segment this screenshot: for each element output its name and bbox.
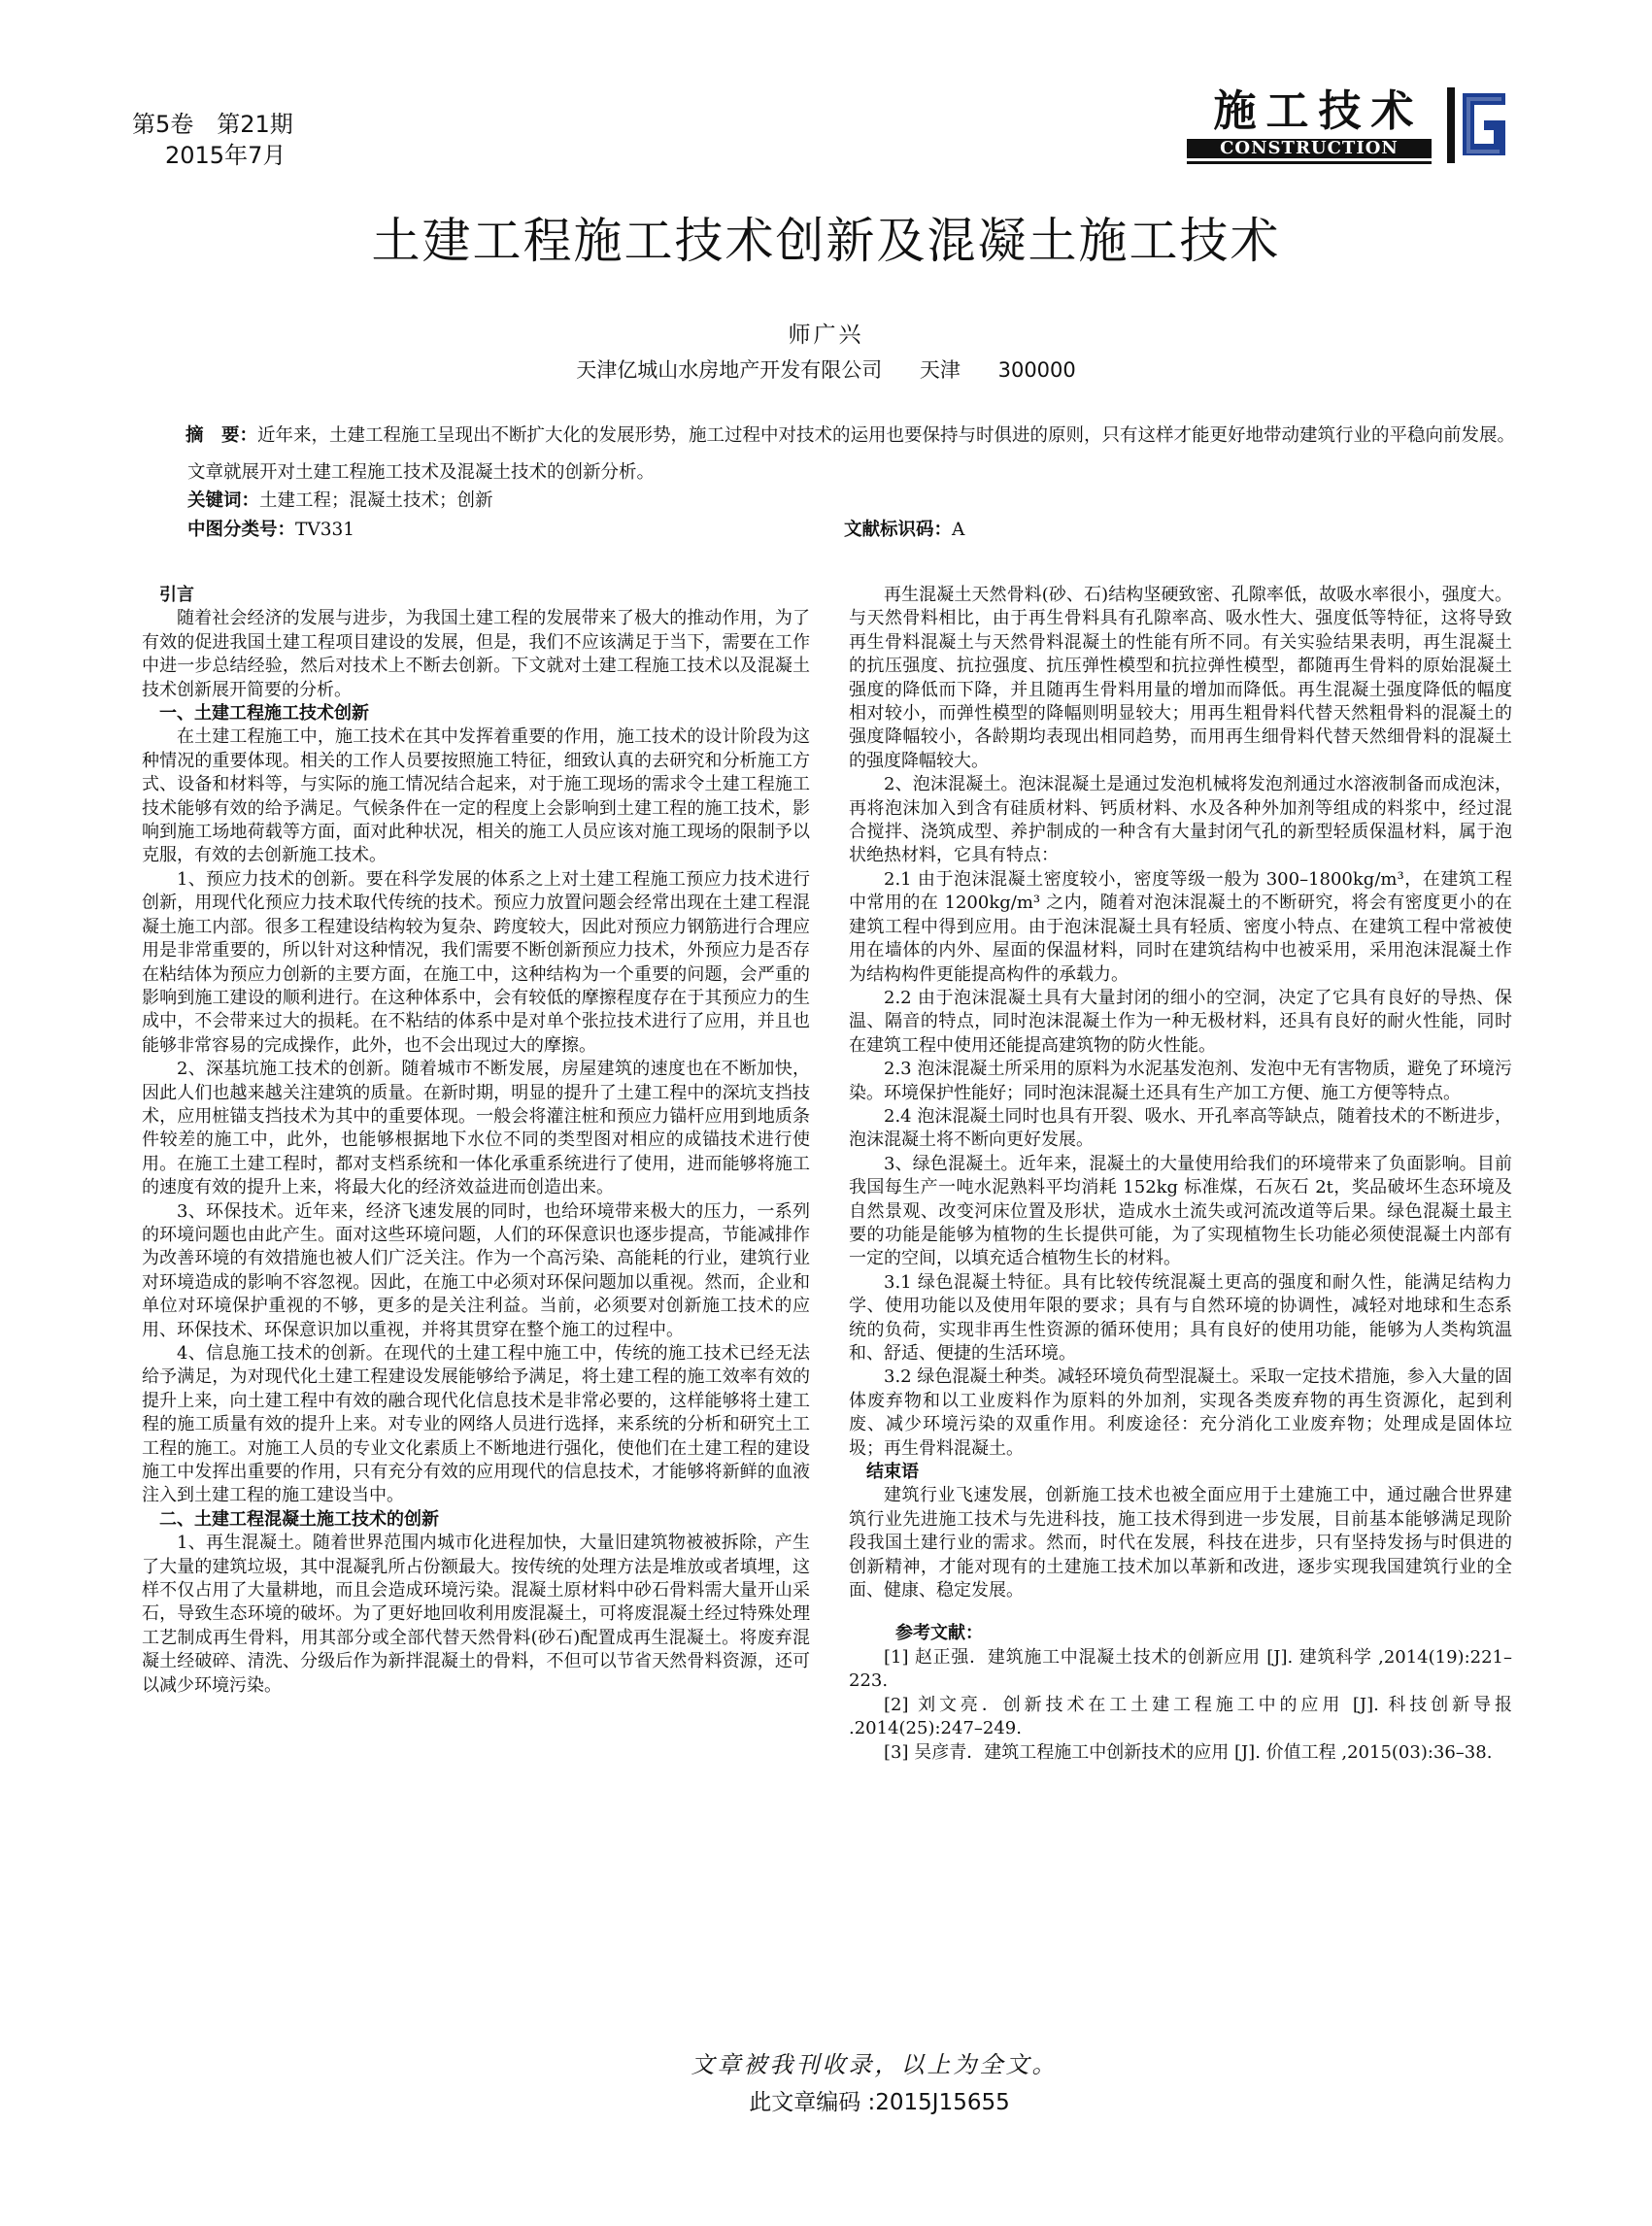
body-paragraph: 1、预应力技术的创新。要在科学发展的体系之上对土建工程施工预应力技术进行创新，用现代化预应力技术取代传统的技术。预应力放置问题会经常出现在土建工程混凝土施工内部。很多工程建设结构较为复杂、跨度较大，因此对预应力钢筋进行合理应用是非常重要的，所以针对这种情况，我们需要不断创新预应力技术，外预应力是否存在粘结体为预应力创新的主要方面，在施工中，这种结构为一个重要的问题，会严重的影响到施工建设的顺利进行。在这种体系中，会有较低的摩擦程度存在于其预应力的生成中，不会带来过大的损耗。在不粘结的体系中是对单个张拉技术进行了应用，并且也能够非常容易的完成操作，此外，也不会出现过大的摩擦。	[142, 868, 810, 1056]
volume-issue: 第5卷 第21期	[132, 111, 293, 138]
journal-logo-mark-icon	[1445, 85, 1511, 165]
keywords	[187, 487, 493, 516]
affiliation-postcode: 300000	[997, 358, 1076, 382]
class-value: TV331	[295, 520, 355, 540]
body-paragraph: 2.2 由于泡沫混凝土具有大量封闭的细小的空洞，决定了它具有良好的导热、保温、隔音的特点，同时泡沫混凝土作为一种无极材料，还具有良好的耐火性能，同时在建筑工程中使用还能提高建筑物的防火性能。	[849, 987, 1512, 1056]
section-heading: 一、土建工程施工技术创新	[159, 703, 369, 725]
body-paragraph: 3.2 绿色混凝土种类。减轻环境负荷型混凝土。采取一定技术措施，参入大量的固体废弃物和以工业废料作为原料的外加剂，实现各类废弃物的再生资源化，起到利废、减少环境污染的双重作用。利废途径：充分消化工业废弃物；处理成是固体垃圾；再生骨料混凝土。	[849, 1366, 1512, 1459]
article-title: 土建工程施工技术创新及混凝土施工技术	[371, 213, 1281, 269]
body-paragraph: 2、深基坑施工技术的创新。随着城市不断发展，房屋建筑的速度也在不断加快，因此人们也越来越关注建筑的质量。在新时期，明显的提升了土建工程中的深坑支挡技术，应用桩锚支挡技术为其中的重要体现。一般会将灌注桩和预应力锚杆应用到地质条件较差的施工中，此外，也能够根据地下水位不同的类型图对相应的成锚技术进行使用。在施工土建工程时，都对支档系统和一体化承重系统进行了使用，进而能够将施工的速度有效的提升上来，将最大化的经济效益进而创造出来。	[142, 1059, 810, 1198]
journal-logo-en: CONSTRUCTION	[1187, 139, 1432, 158]
body-paragraph: 2.3 泡沫混凝土所采用的原料为水泥基发泡剂、发泡中无有害物质，避免了环境污染。环境保护性能好；同时泡沫混凝土还具有生产加工方便、施工方便等特点。	[849, 1059, 1512, 1103]
body-paragraph: 4、信息施工技术的创新。在现代的土建工程中施工中，传统的施工技术已经无法给予满足，为对现代化土建工程建设发展能够给予满足，将土建工程的施工效率有效的提升上来，向土建工程中有效的融合现代化信息技术是非常必要的，这样能够将土建工程的施工质量有效的提升上来。对专业的网络人员进行选择，来系统的分析和研究土工工程的施工。对施工人员的专业文化素质上不断地进行强化，使他们在土建工程的建设施工中发挥出重要的作用，只有充分有效的应用现代的信息技术，才能够将新鲜的血液注入到土建工程的施工建设当中。	[142, 1343, 810, 1506]
journal-issue-info	[132, 109, 293, 171]
references-heading: 参考文献：	[895, 1623, 983, 1644]
body-paragraph: 3、环保技术。近年来，经济飞速发展的同时，也给环境带来极大的压力，一系列的环境问题也由此产生。面对这些环境问题，人们的环保意识也逐步提高，节能减排作为改善环境的有效措施也被人们广泛关注。作为一个高污染、高能耗的行业，建筑行业对环境造成的影响不容忽视。因此，在施工中必须对环保问题加以重视。然而，企业和单位对环境保护重视的不够，更多的是关注利益。当前，必须要对创新施工技术的应用、环保技术、环保意识加以重视，并将其贯穿在整个施工的过程中。	[142, 1200, 810, 1340]
doc-code-label: 文献标识码：	[844, 520, 953, 540]
abstract-text: 近年来，土建工程施工呈现出不断扩大化的发展形势，施工过程中对技术的运用也要保持与时俱进的原则，只有这样才能更好地带动建筑行业的平稳向前发展。文章就展开对土建工程施工技术及混凝土技术的创新分析。	[187, 425, 1516, 483]
classification-number	[187, 516, 354, 545]
abstract	[187, 418, 1518, 491]
body-right-column	[849, 584, 1512, 1765]
reference-item: [3] 吴彦青．建筑工程施工中创新技术的应用 [J]. 价值工程 ,2015(03):36–38.	[884, 1741, 1493, 1763]
body-paragraph: 3、绿色混凝土。近年来，混凝土的大量使用给我们的环境带来了负面影响。目前我国每生产一吨水泥熟料平均消耗 152kg 标准煤，石灰石 2t，奖品破坏生态环境及自然景观、改变河床位置及形状，造成水土流失或河流改道等后果。绿色混凝土最主要的功能是能够为植物的生长提供可能，为了实现植物生长功能必须使混凝土内部有一定的空间，以填充适合植物生长的材料。	[849, 1153, 1512, 1269]
body-paragraph: 3.1 绿色混凝土特征。具有比较传统混凝土更高的强度和耐久性，能满足结构力学、使用功能以及使用年限的要求；具有与自然环境的协调性，减轻对地球和生态系统的负荷，实现非再生性资源的循环使用；具有良好的使用功能，能够为人类构筑温和、舒适、便捷的生活环境。	[849, 1271, 1512, 1364]
body-paragraph: 2.1 由于泡沫混凝土密度较小，密度等级一般为 300–1800kg/m³，在建筑工程中常用的在 1200kg/m³ 之内，随着对泡沫混凝土的不断研究，将会有密度更小的在建筑工程中得到应用。由于泡沫混凝土具有轻质、密度小特点、在建筑工程中常被使用在墙体的内外、屋面的保温材料，同时在建筑结构中也被采用，采用泡沫混凝土作为结构构件更能提高构件的承载力。	[849, 868, 1512, 985]
body-paragraph: 建筑行业飞速发展，创新施工技术也被全面应用于土建施工中，通过融合世界建筑行业先进施工技术与先进科技，施工技术得到进一步发展，目前基本能够满足现阶段我国土建行业的需求。然而，时代在发展，科技在进步，只有坚持发扬与时俱进的创新精神，才能对现有的土建施工技术加以革新和改进，逐步实现我国建筑行业的全面、健康、稳定发展。	[849, 1485, 1512, 1602]
body-left-column	[142, 584, 810, 1698]
keywords-label: 关键词：	[187, 490, 260, 511]
footer-note: 文章被我刊收录，以上为全文。	[691, 2051, 1059, 2078]
issue-date: 2015年7月	[165, 142, 287, 169]
section-heading: 引言	[159, 585, 194, 605]
body-paragraph: 随着社会经济的发展与进步，为我国土建工程的发展带来了极大的推动作用，为了有效的促进我国土建工程项目建设的发展，但是，我们不应该满足于当下，需要在工作中进一步总结经验，然后对技术上不断去创新。下文就对土建工程施工技术以及混凝土技术创新展开简要的分析。	[142, 608, 810, 700]
reference-item: [1] 赵正强．建筑施工中混凝土技术的创新应用 [J]. 建筑科学 ,2014(19):221–223.	[849, 1646, 1512, 1692]
reference-item: [2] 刘文亮．创新技术在工土建工程施工中的应用 [J]. 科技创新导报 .2014(25):247–249.	[849, 1694, 1512, 1739]
body-paragraph: 1、再生混凝土。随着世界范围内城市化进程加快，大量旧建筑物被被拆除，产生了大量的建筑垃圾，其中混凝乳所占份额最大。按传统的处理方法是堆放或者填埋，这样不仅占用了大量耕地，而且会造成环境污染。混凝土原材料中砂石骨料需大量开山采石，导致生态环境的破坏。为了更好地回收利用废混凝土，可将废混凝土经过特殊处理工艺制成再生骨料，用其部分或全部代替天然骨料(砂石)配置成再生混凝土。将废弃混凝土经破碎、清洗、分级后作为新拌混凝土的骨料，不但可以节省天然骨料资源，还可以减少环境污染。	[142, 1533, 810, 1696]
class-label: 中图分类号：	[187, 520, 296, 540]
document-code	[844, 516, 964, 545]
abstract-label: 摘 要：	[185, 425, 258, 446]
body-paragraph: 在土建工程施工中，施工技术在其中发挥着重要的作用，施工技术的设计阶段为这种情况的重要体现。相关的工作人员要按照施工特征，细致认真的去研究和分析施工方式、设备和材料等，与实际的施工情况结合起来，对于施工现场的需求令土建工程施工技术能够有效的给予满足。气候条件在一定的程度上会影响到土建工程的施工技术，影响到施工场地荷载等方面，面对此种状况，相关的施工人员应该对施工现场的限制予以克服，有效的去创新施工技术。	[142, 726, 810, 866]
section-heading: 二、土建工程混凝土施工技术的创新	[159, 1508, 439, 1530]
doc-code-value: A	[952, 520, 965, 540]
section-heading: 结束语	[866, 1462, 919, 1483]
footer-article-code: 此文章编码 :2015J15655	[749, 2090, 1010, 2115]
journal-logo-cn: 施工技术	[1213, 86, 1424, 136]
article-author: 师广兴	[788, 322, 864, 348]
affiliation-city: 天津	[919, 358, 961, 382]
body-paragraph: 2.4 泡沫混凝土同时也具有开裂、吸水、开孔率高等缺点，随着技术的不断进步，泡沫混凝土将不断向更好发展。	[849, 1105, 1512, 1151]
body-paragraph: 再生混凝土天然骨料(砂、石)结构坚硬致密、孔隙率低，故吸水率很小，强度大。与天然骨料相比，由于再生骨料具有孔隙率高、吸水性大、强度低等特征，这将导致再生骨料混凝土与天然骨料混凝土的性能有所不同。有关实验结果表明，再生混凝土的抗压强度、抗拉强度、抗压弹性模型和抗拉弹性模型，都随再生骨料的原始混凝土强度的降低而下降，并且随再生骨料用量的增加而降低。再生混凝土强度降低的幅度相对较小，而弹性模型的降幅则明显较大；用再生粗骨料代替天然粗骨料的混凝土的强度降幅较小，各龄期均表现出相同趋势，而用再生细骨料代替天然细骨料的混凝土的强度降幅较大。	[849, 585, 1512, 771]
affiliation-org: 天津亿城山水房地产开发有限公司	[576, 358, 883, 382]
logo-underline	[1187, 161, 1432, 164]
body-paragraph: 2、泡沫混凝土。泡沫混凝土是通过发泡机械将发泡剂通过水溶液制备而成泡沫，再将泡沫加入到含有硅质材料、钙质材料、水及各种外加剂等组成的料浆中，经过混合搅拌、浇筑成型、养护制成的一种含有大量封闭气孔的新型轻质保温材料，属于泡状绝热材料，它具有特点：	[849, 774, 1512, 866]
keywords-text: 土建工程；混凝土技术；创新	[259, 490, 493, 511]
author-affiliation	[0, 354, 1652, 384]
